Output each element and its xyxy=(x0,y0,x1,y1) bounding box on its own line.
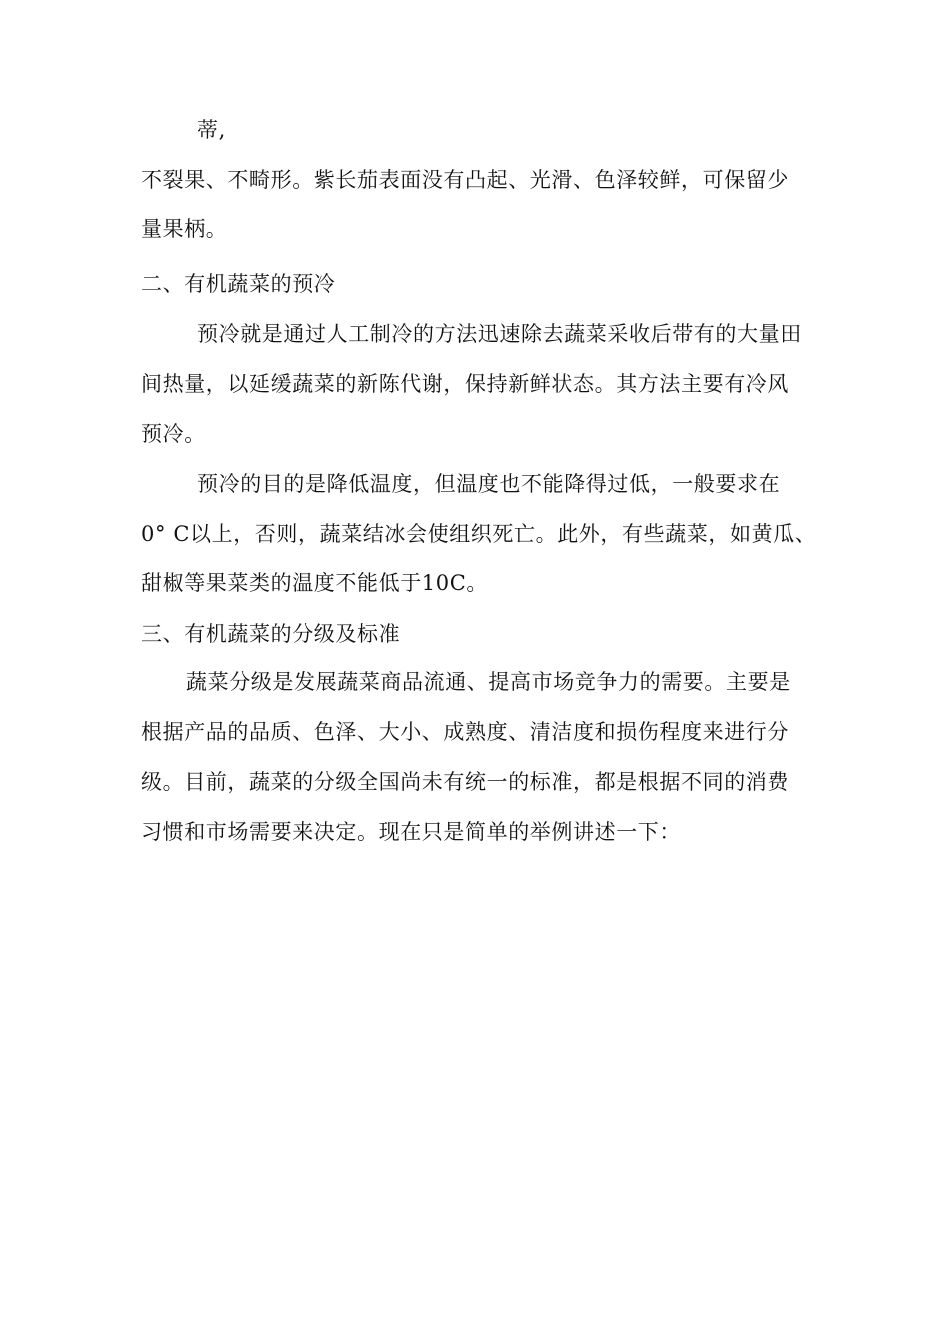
paragraph-line: 习惯和市场需要来决定。现在只是简单的举例讲述一下： xyxy=(141,820,681,844)
paragraph-line: 预冷的目的是降低温度，但温度也不能降得过低，一般要求在 xyxy=(197,472,781,496)
paragraph-line: 预冷。 xyxy=(141,422,206,446)
paragraph-line: 蔬菜分级是发展蔬菜商品流通、提高市场竞争力的需要。主要是 xyxy=(186,670,791,694)
paragraph-line: 级。目前，蔬菜的分级全国尚未有统一的标准，都是根据不同的消费 xyxy=(141,770,789,794)
section-heading: 三、有机蔬菜的分级及标准 xyxy=(141,622,401,646)
paragraph-line: 间热量，以延缓蔬菜的新陈代谢，保持新鲜状态。其方法主要有冷风 xyxy=(141,372,789,396)
paragraph-line: 蒂, xyxy=(197,118,226,142)
paragraph-line: 0° C以上，否则，蔬菜结冰会使组织死亡。此外，有些蔬菜，如黄瓜、 xyxy=(141,522,817,546)
paragraph-line: 根据产品的品质、色泽、大小、成熟度、清洁度和损伤程度来进行分 xyxy=(141,720,789,744)
paragraph-line: 预冷就是通过人工制冷的方法迅速除去蔬菜采收后带有的大量田 xyxy=(197,322,802,346)
paragraph-line: 量果柄。 xyxy=(141,217,228,241)
paragraph-line: 不裂果、不畸形。紫长茄表面没有凸起、光滑、色泽较鲜，可保留少 xyxy=(141,168,789,192)
section-heading: 二、有机蔬菜的预冷 xyxy=(141,272,336,296)
paragraph-line: 甜椒等果菜类的温度不能低于10C。 xyxy=(141,571,488,595)
